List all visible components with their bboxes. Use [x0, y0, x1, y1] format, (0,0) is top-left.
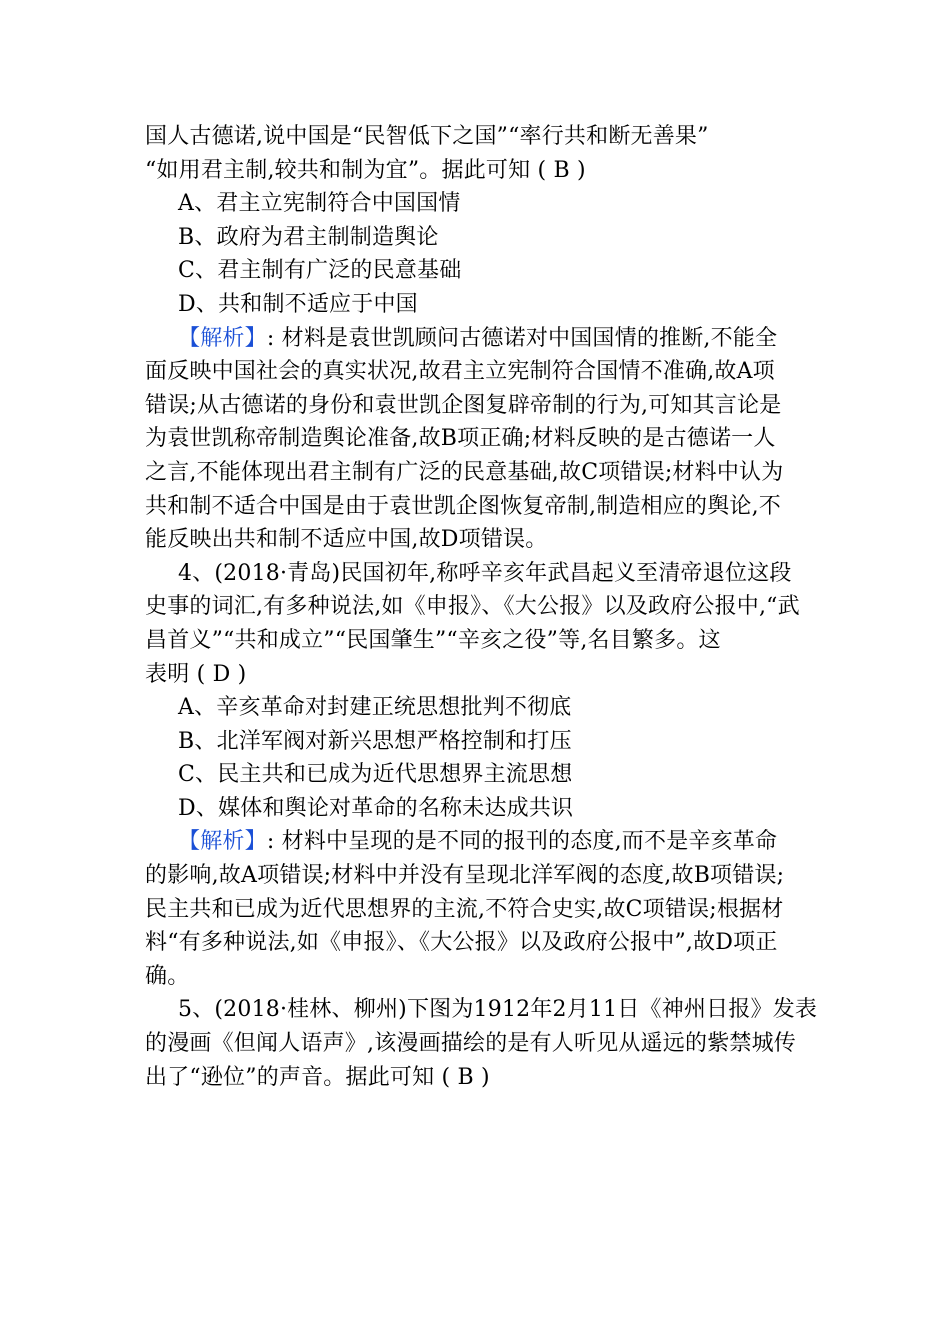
q3-option-a: A、君主立宪制符合中国国情 — [178, 191, 461, 217]
q4-option-d: D、媒体和舆论对革命的名称未达成共识 — [178, 795, 574, 821]
q5-stem-line: 的漫画《但闻人语声》,该漫画描绘的是有人听见从遥远的紫禁城传 — [145, 1031, 796, 1057]
q3-option-b: B、政府为君主制制造舆论 — [178, 224, 439, 250]
q3-analysis-first-text: : 材料是袁世凯顾问古德诺对中国国情的推断,不能全 — [266, 325, 778, 351]
q4-option-c: C、民主共和已成为近代思想界主流思想 — [178, 762, 573, 788]
q4-stem-line: 4、(2018·青岛)民国初年,称呼辛亥年武昌起义至清帝退位这段 — [178, 560, 792, 586]
q4-analysis-first-line — [145, 825, 825, 859]
q4-analysis-line: 料“有多种说法,如《申报》、《大公报》以及政府公报中”,故D项正 — [145, 930, 778, 956]
q3-option-d: D、共和制不适应于中国 — [178, 291, 418, 317]
q3-stem-line: “如用君主制,较共和制为宜”。据此可知 ( B ) — [145, 157, 586, 183]
q3-analysis-line: 共和制不适合中国是由于袁世凯企图恢复帝制,制造相应的舆论,不 — [145, 493, 781, 519]
q3-stem-line: 国人古德诺,说中国是“民智低下之国”“率行共和断无善果” — [145, 124, 709, 149]
q3-analysis-first-line — [145, 322, 825, 356]
q3-analysis-line: 错误;从古德诺的身份和袁世凯企图复辟帝制的行为,可知其言论是 — [145, 392, 782, 418]
q3-analysis-line: 面反映中国社会的真实状况,故君主立宪制符合国情不准确,故A项 — [145, 359, 775, 385]
q3-analysis-line: 能反映出共和制不适应中国,故D项错误。 — [145, 527, 548, 553]
q5-stem-line: 5、(2018·桂林、柳州)下图为1912年2月11日《神州日报》发表 — [178, 997, 818, 1023]
q4-option-b: B、北洋军阀对新兴思想严格控制和打压 — [178, 728, 572, 754]
q5-stem-line: 出了“逊位”的声音。据此可知 ( B ) — [145, 1064, 490, 1090]
q4-stem-line: 表明 ( D ) — [145, 661, 247, 687]
q4-stem-line: 史事的词汇,有多种说法,如《申报》、《大公报》以及政府公报中,“武 — [145, 594, 800, 620]
q4-analysis-tag: 【解析】 — [178, 829, 267, 855]
q3-analysis-line: 为袁世凯称帝制造舆论准备,故B项正确;材料反映的是古德诺一人 — [145, 426, 776, 452]
q4-analysis-line: 民主共和已成为近代思想界的主流,不符合史实,故C项错误;根据材 — [145, 896, 784, 922]
q3-analysis-line: 之言,不能体现出君主制有广泛的民意基础,故C项错误;材料中认为 — [145, 459, 784, 485]
q4-analysis-line: 的影响,故A项错误;材料中并没有呈现北洋军阀的态度,故B项错误; — [145, 863, 785, 889]
q4-stem-line: 昌首义”“共和成立”“民国肇生”“辛亥之役”等,名目繁多。这 — [145, 627, 721, 653]
q3-option-c: C、君主制有广泛的民意基础 — [178, 258, 462, 284]
q3-analysis-tag: 【解析】 — [178, 325, 267, 351]
q4-analysis-first-text: : 材料中呈现的是不同的报刊的态度,而不是辛亥革命 — [266, 829, 778, 855]
document-body — [145, 120, 825, 1094]
q4-analysis-line: 确。 — [145, 963, 190, 989]
q4-option-a: A、辛亥革命对封建正统思想批判不彻底 — [178, 695, 572, 721]
